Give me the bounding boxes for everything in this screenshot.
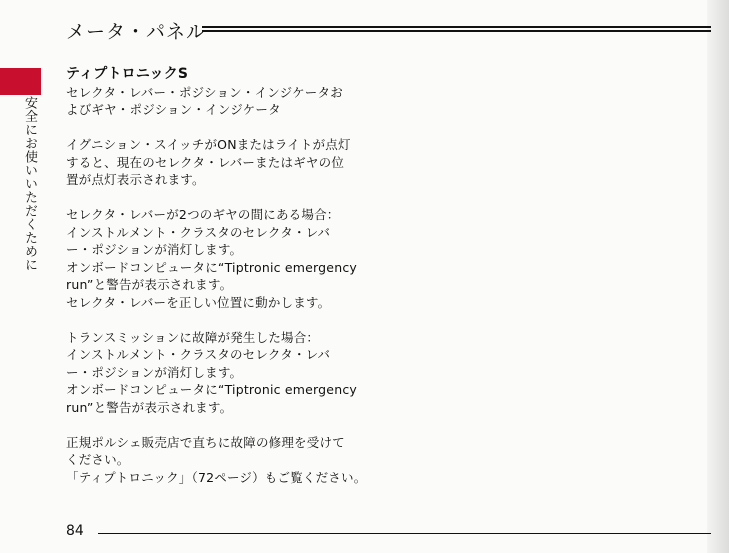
lever-between-gears-paragraph [66,206,386,311]
chapter-side-label: 安全にお使いいただくために [22,96,37,272]
page-header [66,15,711,45]
text-line: すると、現在のセレクタ・レバーまたはギヤの位 [66,154,345,170]
text-line: run”と警告が表示されます。 [66,277,233,292]
text-line: トランスミッションに故障が発生した場合： [66,329,320,345]
page-footer [66,522,711,546]
text-line: オンボードコンピュータに“Tiptronic emergency [66,382,357,397]
text-line: ー・ポジションが消灯します。 [66,364,243,380]
text-line: セレクタ・レバーを正しい位置に動かします。 [66,294,331,310]
header-double-rule [202,26,711,32]
ignition-paragraph [66,136,386,189]
text-line: よびギヤ・ポジション・インジケータ [66,102,281,117]
content-heading: ティプトロニックS [66,66,189,82]
text-line: run”と警告が表示されます。 [66,399,233,415]
text-line: 置が点灯表示されます。 [66,172,205,187]
section-title: メータ・パネル [66,21,207,43]
text-line: インストルメント・クラスタのセレクタ・レバ [66,224,331,240]
page-edge-shadow [707,0,729,553]
text-line: オンボードコンピュータに“Tiptronic emergency [66,259,357,275]
section-tab-marker [0,68,41,95]
text-line: ください。 [66,452,130,467]
text-line: セレクタ・レバー・ポジション・インジケータお [66,84,343,100]
page-number: 84 [66,523,84,539]
indicator-heading-block [66,66,386,119]
text-line: ー・ポジションが消灯します。 [66,242,243,257]
transmission-fault-paragraph [66,329,386,417]
text-line: イグニション・スイッチがONまたはライトが点灯 [66,137,351,152]
page-content [66,66,386,504]
repair-paragraph [66,434,386,487]
text-line: 正規ポルシェ販売店で直ちに故障の修理を受けて [66,434,345,450]
text-line: 「ティプトロニック」（72ページ）もご覧ください。 [66,469,367,485]
text-line: インストルメント・クラスタのセレクタ・レバ [66,347,331,362]
footer-rule [98,533,711,534]
text-line: セレクタ・レバーが2つのギヤの間にある場合： [66,207,340,222]
